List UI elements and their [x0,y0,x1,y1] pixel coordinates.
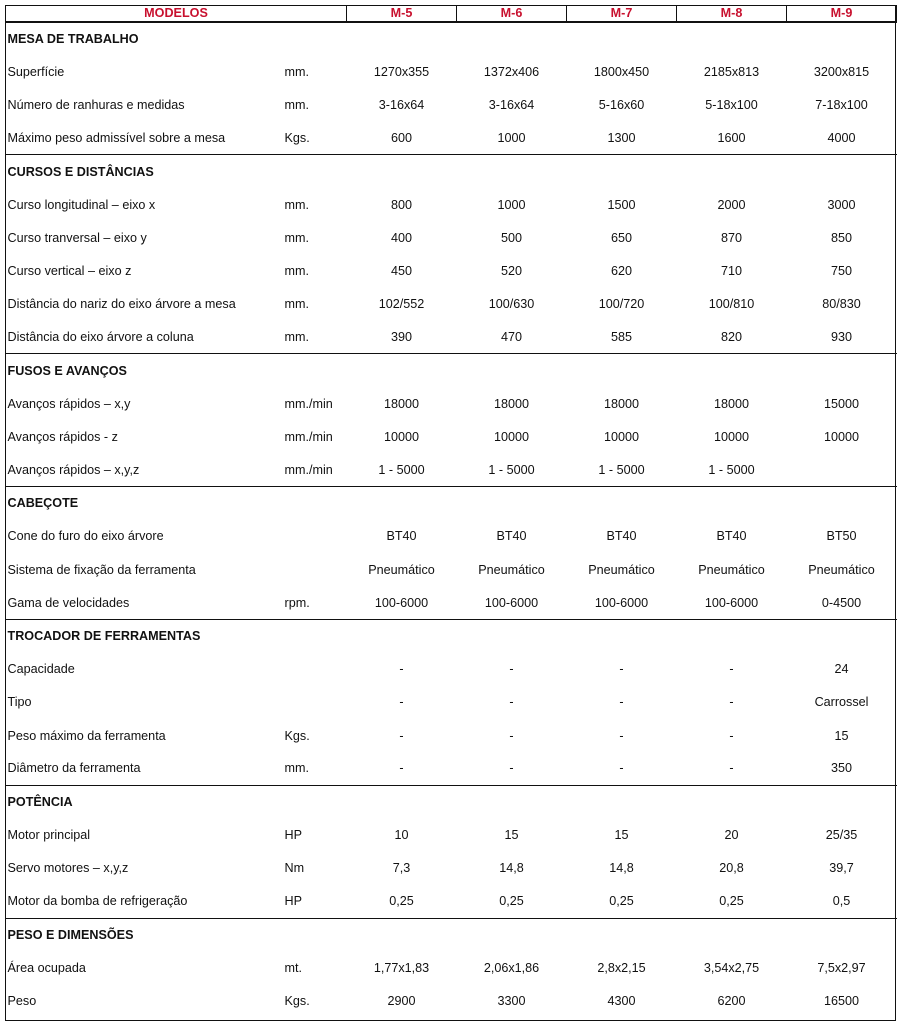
section-header-row [6,487,897,520]
table-row [6,553,897,586]
value-cell: 1000 [497,197,526,212]
row-unit: rpm. [284,595,310,610]
value-cell: 1300 [607,130,636,145]
table-row [6,852,897,885]
row-unit: mm. [284,761,309,776]
table-row [6,752,897,785]
value-cell: 100/810 [708,297,755,312]
value-cell: 100/630 [488,297,535,312]
value-cell: 100-6000 [594,595,649,610]
row-label: Peso máximo da ferramenta [7,728,166,743]
value-cell: 7-18x100 [815,97,868,112]
value-cell: 18000 [714,396,750,411]
section-header-row [6,354,897,387]
value-cell: 5-16x60 [598,97,645,112]
model-header: M-6 [457,6,567,23]
section-header-row [6,22,897,55]
section-title: TROCADOR DE FERRAMENTAS [6,619,897,652]
section-title: FUSOS E AVANÇOS [6,354,897,387]
value-cell: - [509,662,514,677]
value-cell: 4300 [607,994,636,1009]
section-header-row [6,785,897,818]
table-row [6,653,897,686]
value-cell: - [619,728,624,743]
value-cell: 0,25 [719,894,744,909]
row-label: Número de ranhuras e medidas [7,97,185,112]
value-cell: 3,54x2,75 [703,960,760,975]
value-cell: Pneumático [478,562,545,577]
row-label: Motor principal [7,828,91,843]
value-cell: 585 [611,330,633,345]
value-cell: 850 [831,230,853,245]
value-cell: 3000 [827,197,856,212]
row-label: Cone do furo do eixo árvore [7,529,164,544]
row-label: Distância do eixo árvore a coluna [7,330,194,345]
row-label: Capacidade [7,662,75,677]
value-cell: 1000 [497,130,526,145]
value-cell: 620 [611,263,633,278]
row-label: Sistema de fixação da ferramenta [7,562,196,577]
value-cell: 100-6000 [704,595,759,610]
table-row [6,951,897,984]
table-row [6,188,897,221]
value-cell: Pneumático [368,562,435,577]
section-title: CURSOS E DISTÂNCIAS [6,155,897,188]
value-cell: BT40 [496,529,527,544]
row-unit: mm. [284,263,309,278]
value-cell: - [399,728,404,743]
value-cell: 500 [501,230,523,245]
value-cell: - [729,728,734,743]
value-cell: 400 [391,230,413,245]
value-cell: 20,8 [719,861,744,876]
table-row [6,55,897,88]
value-cell: 1800x450 [593,64,650,79]
value-cell: Pneumático [698,562,765,577]
section-title: PESO E DIMENSÕES [6,918,897,951]
table-row [6,88,897,121]
value-cell: 650 [611,230,633,245]
row-unit: Nm [284,861,305,876]
value-cell [787,453,897,486]
row-unit: Kgs. [284,728,310,743]
row-unit [285,686,347,719]
value-cell: - [399,662,404,677]
row-label: Servo motores – x,y,z [7,861,129,876]
value-cell: - [619,761,624,776]
row-unit [285,653,347,686]
table-row [6,885,897,918]
table-header [6,6,897,23]
model-header: M-8 [677,6,787,23]
value-cell: 1600 [717,130,746,145]
row-unit: mm. [284,197,309,212]
row-label: Tipo [7,695,32,710]
value-cell: 600 [391,130,413,145]
value-cell: 18000 [384,396,420,411]
row-unit: Kgs. [284,994,310,1009]
value-cell: 2185x813 [703,64,760,79]
value-cell: 350 [831,761,853,776]
table-row [6,686,897,719]
value-cell: 10000 [714,429,750,444]
table-row [6,420,897,453]
value-cell: 1 - 5000 [708,462,755,477]
table-row [6,122,897,155]
value-cell: 100-6000 [374,595,429,610]
value-cell: 15 [614,828,629,843]
table-body [6,22,897,1018]
value-cell: 10000 [494,429,530,444]
value-cell: 24 [834,662,849,677]
table-row [6,288,897,321]
value-cell: - [729,662,734,677]
value-cell: 2,8x2,15 [597,960,646,975]
value-cell: 3200x815 [813,64,870,79]
value-cell: 1500 [607,197,636,212]
row-unit: mm. [284,97,309,112]
value-cell: 1 - 5000 [598,462,645,477]
row-unit: mm. [284,330,309,345]
model-header: M-5 [347,6,457,23]
table-row [6,254,897,287]
row-unit: Kgs. [284,130,310,145]
value-cell: 7,3 [392,861,411,876]
value-cell: 80/830 [822,297,861,312]
value-cell: - [729,695,734,710]
value-cell: 820 [721,330,743,345]
value-cell: 0,25 [609,894,634,909]
table-row [6,520,897,553]
value-cell: 100/720 [598,297,645,312]
value-cell: - [399,695,404,710]
row-label: Avanços rápidos - z [7,429,118,444]
table-row [6,586,897,619]
value-cell: 6200 [717,994,746,1009]
table-row [6,453,897,486]
row-label: Diâmetro da ferramenta [7,761,141,776]
value-cell: 870 [721,230,743,245]
value-cell: 100-6000 [484,595,539,610]
value-cell: 39,7 [829,861,854,876]
section-header-row [6,155,897,188]
value-cell: - [619,662,624,677]
value-cell: - [619,695,624,710]
row-unit: HP [284,828,302,843]
table-row [6,387,897,420]
row-label: Motor da bomba de refrigeração [7,894,188,909]
value-cell: 710 [721,263,743,278]
value-cell: 14,8 [499,861,524,876]
row-label: Curso tranversal – eixo y [7,230,147,245]
value-cell: - [729,761,734,776]
value-cell: 450 [391,263,413,278]
value-cell: BT40 [716,529,747,544]
value-cell: 4000 [827,130,856,145]
value-cell: BT40 [386,529,417,544]
value-cell: 930 [831,330,853,345]
row-label: Distância do nariz do eixo árvore a mesa [7,297,236,312]
table-row [6,321,897,354]
row-unit: HP [284,894,302,909]
section-title: POTÊNCIA [6,785,897,818]
value-cell: 15000 [824,396,860,411]
value-cell: Pneumático [588,562,655,577]
value-cell: 0-4500 [821,595,862,610]
row-unit: mm. [284,297,309,312]
value-cell: 3-16x64 [378,97,425,112]
value-cell: 10 [394,828,409,843]
value-cell: 1 - 5000 [378,462,425,477]
section-title: CABEÇOTE [6,487,897,520]
row-label: Peso [7,994,37,1009]
value-cell: 0,25 [499,894,524,909]
value-cell: 390 [391,330,413,345]
row-unit: mm. [284,230,309,245]
value-cell: 0,25 [389,894,414,909]
value-cell: 2900 [387,994,416,1009]
row-unit: mm. [284,64,309,79]
value-cell: 1,77x1,83 [373,960,430,975]
value-cell: 2000 [717,197,746,212]
row-unit [285,520,347,553]
table-row [6,984,897,1017]
value-cell: 1 - 5000 [488,462,535,477]
row-label: Gama de velocidades [7,595,130,610]
row-unit: mm./min [284,429,333,444]
value-cell: 1372x406 [483,64,540,79]
row-unit: mt. [284,960,302,975]
value-cell: 750 [831,263,853,278]
row-label: Avanços rápidos – x,y [7,396,131,411]
table-row [6,221,897,254]
models-label: MODELOS [6,6,347,23]
value-cell: BT40 [606,529,637,544]
value-cell: 25/35 [825,828,858,843]
model-header: M-7 [567,6,677,23]
value-cell: 102/552 [378,297,425,312]
value-cell: 15 [834,728,849,743]
value-cell: 10000 [824,429,860,444]
row-label: Curso longitudinal – eixo x [7,197,156,212]
row-label: Área ocupada [7,960,86,975]
value-cell: 520 [501,263,523,278]
value-cell: 7,5x2,97 [817,960,866,975]
row-unit [285,553,347,586]
value-cell: 470 [501,330,523,345]
specifications-table [5,5,897,1018]
models-header-row [6,6,897,23]
value-cell: 3-16x64 [488,97,535,112]
value-cell: Pneumático [808,562,875,577]
value-cell: 18000 [604,396,640,411]
section-header-row [6,918,897,951]
section-header-row [6,619,897,652]
value-cell: 2,06x1,86 [483,960,540,975]
model-header: M-9 [787,6,897,23]
value-cell: 16500 [824,994,860,1009]
value-cell: 10000 [384,429,420,444]
table-row [6,819,897,852]
row-label: Curso vertical – eixo z [7,263,132,278]
row-label: Avanços rápidos – x,y,z [7,462,140,477]
table-row [6,719,897,752]
value-cell: 0,5 [832,894,851,909]
value-cell: 1270x355 [373,64,430,79]
value-cell: 10000 [604,429,640,444]
row-unit: mm./min [284,462,333,477]
value-cell: - [509,695,514,710]
row-label: Superfície [7,64,65,79]
value-cell: - [509,761,514,776]
value-cell: Carrossel [814,695,869,710]
value-cell: 20 [724,828,739,843]
row-label: Máximo peso admissível sobre a mesa [7,130,226,145]
value-cell: 5-18x100 [705,97,758,112]
row-unit: mm./min [284,396,333,411]
value-cell: 15 [504,828,519,843]
value-cell: 18000 [494,396,530,411]
section-title: MESA DE TRABALHO [7,32,139,47]
value-cell: - [399,761,404,776]
value-cell: - [509,728,514,743]
value-cell: 800 [391,197,413,212]
value-cell: BT50 [826,529,857,544]
value-cell: 14,8 [609,861,634,876]
value-cell: 3300 [497,994,526,1009]
